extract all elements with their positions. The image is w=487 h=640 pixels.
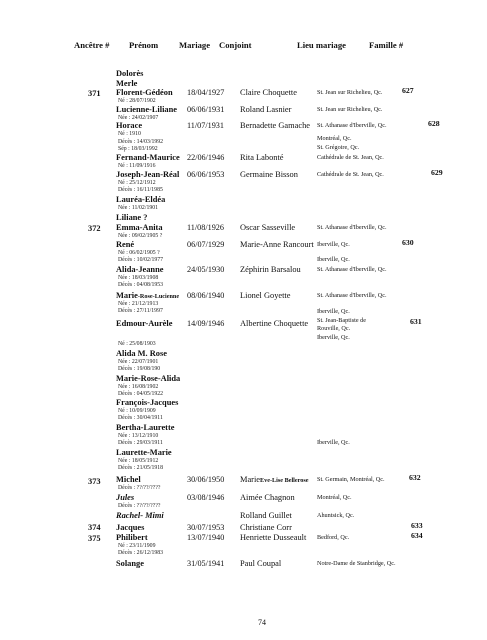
death-info: Décès : 04/08/1953 <box>118 282 164 288</box>
spouse-name: Zéphirin Barsalou <box>240 265 301 274</box>
name-michel: Michel <box>116 475 141 484</box>
spouse-name: Henriette Dusseault <box>240 533 307 542</box>
marriage-place-line2: Rouville, Qc. <box>317 325 351 332</box>
birth-info: Née : 13/12/1910 <box>118 433 159 439</box>
death-place: Iberville, Qc. <box>317 334 350 341</box>
spouse-name <box>240 476 309 484</box>
spouse-name: Germaine Bisson <box>240 170 298 179</box>
name-jacques: Jacques <box>116 523 145 532</box>
birth-info: Née : 09/02/1905 ? <box>118 233 163 239</box>
spouse-name: Christiane Corr <box>240 523 292 532</box>
death-info: Décès : 19/08/190 <box>118 366 161 372</box>
name-bertha: Bertha-Laurette <box>116 423 175 432</box>
spouse-name: Claire Choquette <box>240 88 297 97</box>
ancestor-number: 373 <box>88 477 101 486</box>
death-info: Décès : 29/03/1911 <box>118 440 163 446</box>
marriage-date: 30/06/1950 <box>187 475 225 484</box>
marriage-date: 11/07/1931 <box>187 121 224 130</box>
spouse-name: Paul Coupal <box>240 559 282 568</box>
name-horace: Horace <box>116 121 143 130</box>
name-merle: Merle <box>116 79 138 88</box>
marriage-date: 06/06/1953 <box>187 170 225 179</box>
death-place: Iberville, Qc. <box>317 439 350 446</box>
header-ancestor: Ancêtre # <box>74 40 110 50</box>
header-first-name: Prénom <box>129 40 159 50</box>
birth-info: Née : 22/07/1901 <box>118 359 159 365</box>
marriage-date: 22/06/1946 <box>187 153 225 162</box>
header-marriage: Mariage <box>179 40 211 50</box>
marriage-place: Cathédrale de St. Jean, Qc. <box>317 154 384 161</box>
marriage-date: 03/08/1946 <box>187 493 225 502</box>
spouse-name: Oscar Sasseville <box>240 223 296 232</box>
birth-info: Né : 06/02/1905 ? <box>118 250 160 256</box>
family-number: 631 <box>410 317 422 326</box>
marriage-date: 14/09/1946 <box>187 319 225 328</box>
marriage-place: St. Jean sur Richelieu, Qc. <box>317 89 383 96</box>
header-place: Lieu mariage <box>297 40 346 50</box>
burial-info: Sép : 18/03/1992 <box>118 146 158 152</box>
marriage-place: Notre-Dame de Stanbridge, Qc. <box>317 560 396 567</box>
name-emma: Emma-Anita <box>116 223 163 232</box>
death-info: Décès : 27/11/1997 <box>118 308 163 314</box>
marriage-place: Bedford, Qc. <box>317 534 350 541</box>
ancestor-number: 372 <box>88 224 101 233</box>
birth-info: Né : 10/09/1909 <box>118 408 156 414</box>
name-joseph: Joseph-Jean-Réal <box>116 170 180 179</box>
birth-info: Née : 21/12/1913 <box>118 301 159 307</box>
name-part-small: -Rose-Lucienne <box>137 293 180 300</box>
name-dolores: Dolorès <box>116 69 144 78</box>
marriage-place: Cathédrale de St. Jean, Qc. <box>317 171 384 178</box>
death-info: Décès : 14/03/1992 <box>118 139 164 145</box>
spouse-name: Rita Labonté <box>240 153 284 162</box>
marriage-place: St. Jean sur Richelieu, Qc. <box>317 106 383 113</box>
family-number: 630 <box>402 238 414 247</box>
marriage-place: St. Jean-Baptiste de <box>317 317 366 324</box>
marriage-place: St. Germain, Montréal, Qc. <box>317 476 385 483</box>
family-number: 629 <box>431 168 443 177</box>
name-part: Marie <box>116 291 138 300</box>
birth-info: Né : 23/11/1909 <box>118 543 156 549</box>
spouse-name: Rolland Guillet <box>240 511 292 520</box>
marriage-place: St. Athanase d'Iberville, Qc. <box>317 266 387 273</box>
death-place: Iberville, Qc. <box>317 308 350 315</box>
name-alida-rose: Alida M. Rose <box>116 349 167 358</box>
birth-info: Né : 28/07/1902 <box>118 98 156 104</box>
marriage-date: 13/07/1940 <box>187 533 225 542</box>
birth-info: Née : 18/03/1908 <box>118 275 159 281</box>
spouse-name: Aimée Chagnon <box>240 493 295 502</box>
name-liliane: Liliane ? <box>116 213 148 222</box>
death-info: Décès : 16/11/1985 <box>118 187 163 193</box>
name-alida-jeanne: Alida-Jeanne <box>116 265 164 274</box>
spouse-name: Bernadette Gamache <box>240 121 310 130</box>
name-laurette: Laurette-Marie <box>116 448 172 457</box>
family-number: 634 <box>411 531 423 540</box>
spouse-name: Albertine Choquette <box>240 319 309 328</box>
marriage-date: 11/08/1926 <box>187 223 224 232</box>
birth-info: Né : 25/08/1903 <box>118 341 156 347</box>
name-fernand: Fernand-Maurice <box>116 153 180 162</box>
marriage-date: 30/07/1953 <box>187 523 225 532</box>
ancestor-number: 374 <box>88 523 101 532</box>
spouse-part-small: Eve-Lise Bellerose <box>260 477 309 484</box>
marriage-date: 18/04/1927 <box>187 88 225 97</box>
family-number: 628 <box>428 119 440 128</box>
page-number: 74 <box>258 618 266 627</box>
spouse-name: Roland Lasnier <box>240 105 292 114</box>
family-number: 627 <box>402 86 414 95</box>
marriage-date: 24/05/1930 <box>187 265 225 274</box>
name-lucienne: Lucienne-Liliane <box>116 105 177 114</box>
death-info: Décès : 04/05/1922 <box>118 391 164 397</box>
birth-info: Née : 24/02/1907 <box>118 115 159 121</box>
marriage-date: 08/06/1940 <box>187 291 225 300</box>
marriage-place: St. Athanase d'Iberville, Qc. <box>317 122 387 129</box>
death-info: Décès : ??/??/???? <box>118 503 161 509</box>
marriage-place: Iberville, Qc. <box>317 241 350 248</box>
birth-info: Née : 18/05/1912 <box>118 458 159 464</box>
marriage-place: Ahuntsick, Qc. <box>317 512 355 519</box>
name-rene: René <box>116 240 135 249</box>
burial-place: St. Grégoire, Qc. <box>317 144 360 151</box>
marriage-date: 31/05/1941 <box>187 559 225 568</box>
header-spouse: Conjoint <box>219 40 252 50</box>
marriage-date: 06/07/1929 <box>187 240 225 249</box>
name-marie-rose-alida: Marie-Rose-Alida <box>116 374 181 383</box>
death-info: Décès : 21/05/1918 <box>118 465 164 471</box>
birth-info: Née : 16/08/1902 <box>118 384 159 390</box>
spouse-part: Marie <box>240 475 260 484</box>
ancestor-number: 375 <box>88 534 101 543</box>
marriage-place: Montréal, Qc. <box>317 494 352 501</box>
death-place: Iberville, Qc. <box>317 256 350 263</box>
death-info: Décès : 10/02/1977 <box>118 257 164 263</box>
death-info: Décès : 30/04/1911 <box>118 415 163 421</box>
birth-info: Née : 11/02/1901 <box>118 205 159 211</box>
name-solange: Solange <box>116 559 144 568</box>
family-number: 632 <box>409 473 421 482</box>
name-philibert: Philibert <box>116 533 148 542</box>
birth-info: Né : 11/09/1916 <box>118 163 156 169</box>
marriage-place: St. Athanase d'Iberville, Qc. <box>317 292 387 299</box>
ancestor-number: 371 <box>88 89 101 98</box>
marriage-date: 06/06/1931 <box>187 105 225 114</box>
name-laurea: Lauréa-Eldéa <box>116 195 166 204</box>
name-francois: François-Jacques <box>116 398 179 407</box>
name-rachel: Rachel- Mimi <box>116 511 164 520</box>
spouse-name: Lionel Goyette <box>240 291 291 300</box>
death-info: Décès : 26/12/1983 <box>118 550 164 556</box>
name-edmour: Edmour-Aurèle <box>116 319 173 328</box>
marriage-place: St. Athanase d'Iberville, Qc. <box>317 224 387 231</box>
family-number: 633 <box>411 521 423 530</box>
spouse-name: Marie-Anne Rancourt <box>240 240 314 249</box>
death-info: Décès : ??/??/???? <box>118 485 161 491</box>
name-florent: Florent-Gédéon <box>116 88 173 97</box>
header-family: Famille # <box>369 40 404 50</box>
birth-info: Né : 1910 <box>118 131 141 137</box>
death-place: Montréal, Qc. <box>317 135 352 142</box>
name-marie-rose-lucienne <box>116 292 179 300</box>
name-jules: Jules <box>116 493 135 502</box>
birth-info: Né : 25/12/1912 <box>118 180 156 186</box>
